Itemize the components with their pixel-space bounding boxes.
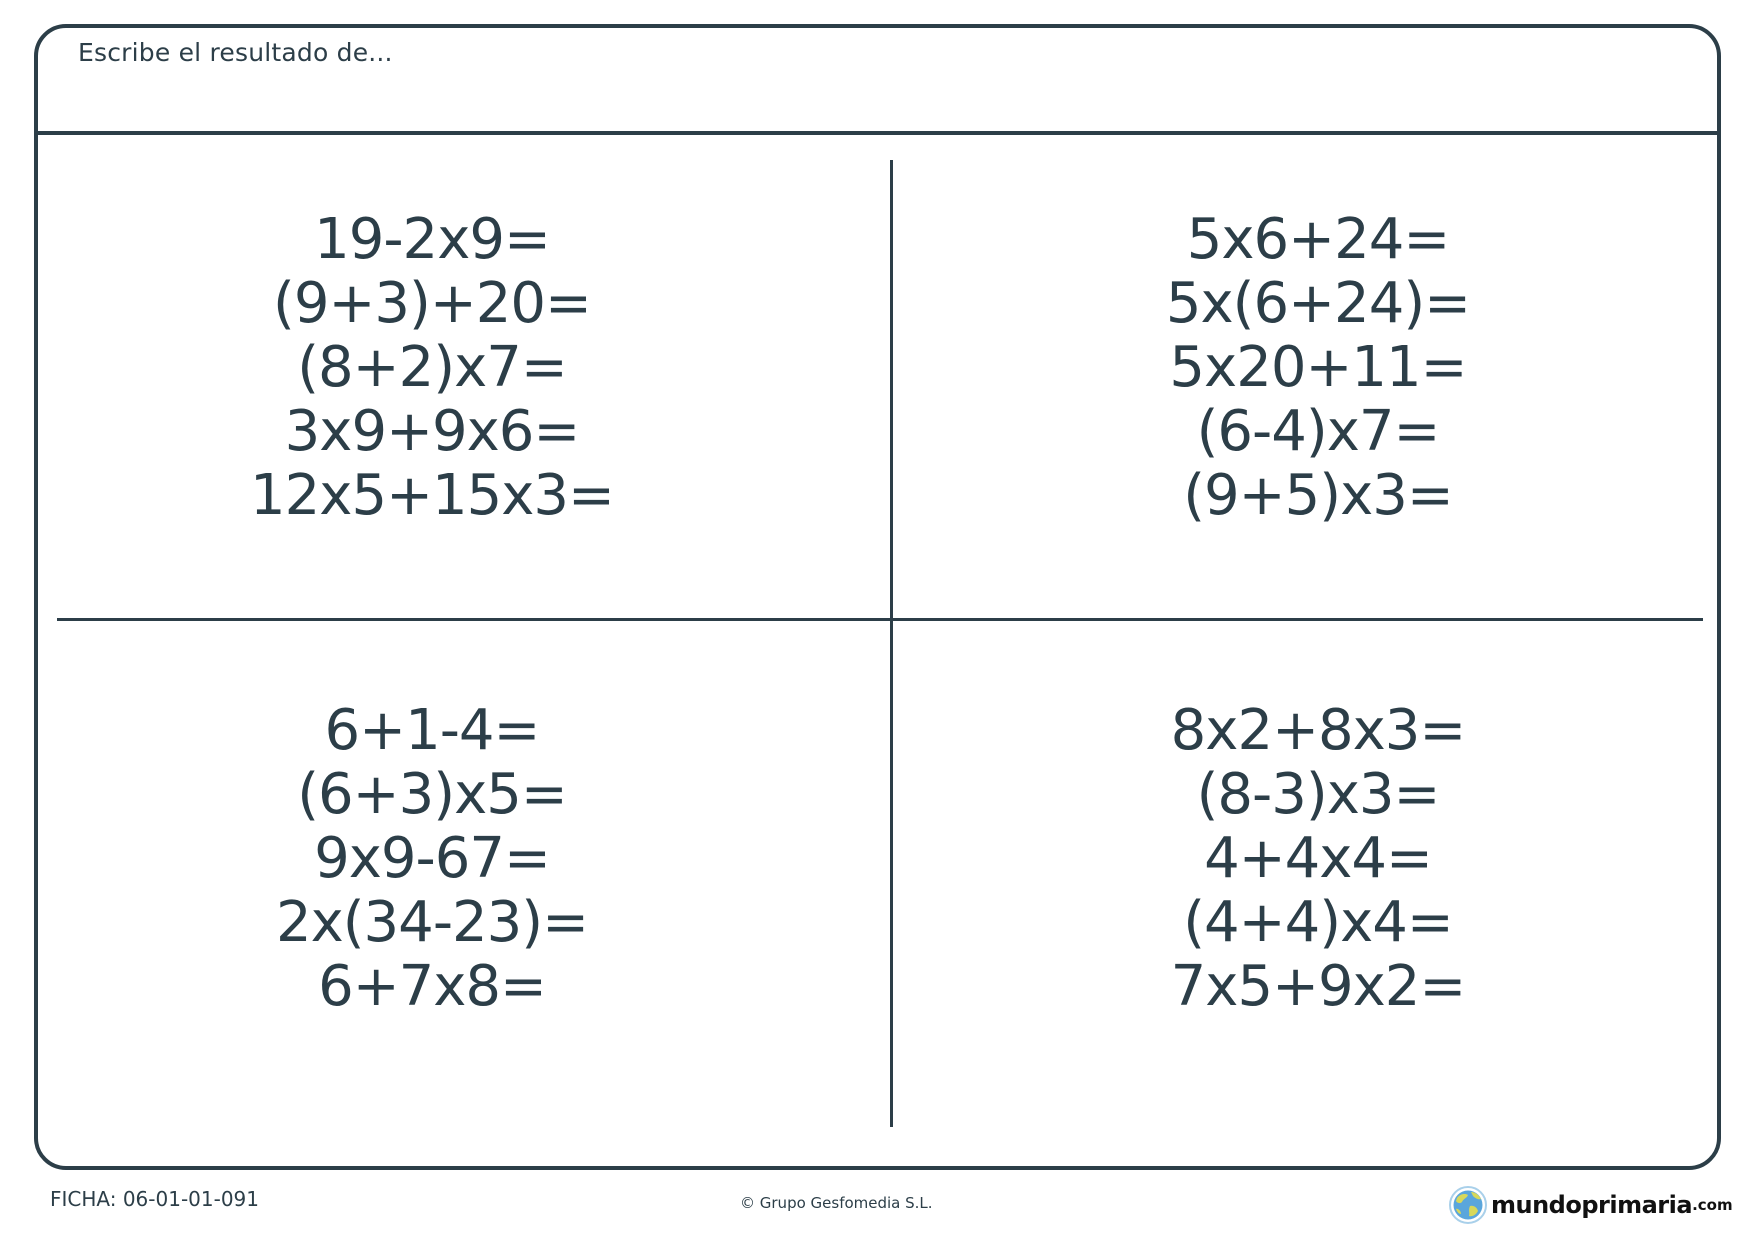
- expression: 8x2+8x3=: [1170, 698, 1466, 763]
- expression: 19-2x9=: [314, 207, 550, 272]
- instruction-text: Escribe el resultado de...: [78, 38, 393, 67]
- horizontal-divider: [57, 618, 1703, 621]
- expression: 7x5+9x2=: [1170, 954, 1466, 1019]
- expression: 3x9+9x6=: [284, 399, 580, 464]
- expression: 6+1-4=: [324, 698, 540, 763]
- expression: (8+2)x7=: [297, 335, 567, 400]
- expression: (9+5)x3=: [1183, 463, 1453, 528]
- copyright-notice: © Grupo Gesfomedia S.L.: [740, 1194, 933, 1212]
- globe-icon: [1449, 1186, 1487, 1224]
- worksheet-code: FICHA: 06-01-01-091: [50, 1187, 260, 1211]
- logo-tld: .com: [1692, 1196, 1733, 1214]
- mundoprimaria-logo[interactable]: [1449, 1185, 1733, 1225]
- expression: (9+3)+20=: [273, 271, 591, 336]
- quadrant-bottom-left: [32, 699, 832, 1019]
- logo-name: mundoprimaria: [1491, 1191, 1693, 1219]
- expression: 2x(34-23)=: [275, 890, 589, 955]
- expression: (8-3)x3=: [1196, 762, 1440, 827]
- expression: 5x(6+24)=: [1165, 271, 1471, 336]
- quadrant-bottom-right: [918, 699, 1718, 1019]
- vertical-divider: [890, 160, 893, 1127]
- header-divider: [36, 131, 1717, 135]
- expression: (4+4)x4=: [1183, 890, 1453, 955]
- expression: 5x6+24=: [1186, 207, 1450, 272]
- expression: (6+3)x5=: [297, 762, 567, 827]
- expression: 4+4x4=: [1204, 826, 1432, 891]
- expression: 9x9-67=: [314, 826, 550, 891]
- quadrant-top-left: [32, 208, 832, 528]
- expression: 6+7x8=: [318, 954, 546, 1019]
- quadrant-top-right: [918, 208, 1718, 528]
- expression: (6-4)x7=: [1196, 399, 1440, 464]
- expression: 5x20+11=: [1169, 335, 1467, 400]
- expression: 12x5+15x3=: [250, 463, 614, 528]
